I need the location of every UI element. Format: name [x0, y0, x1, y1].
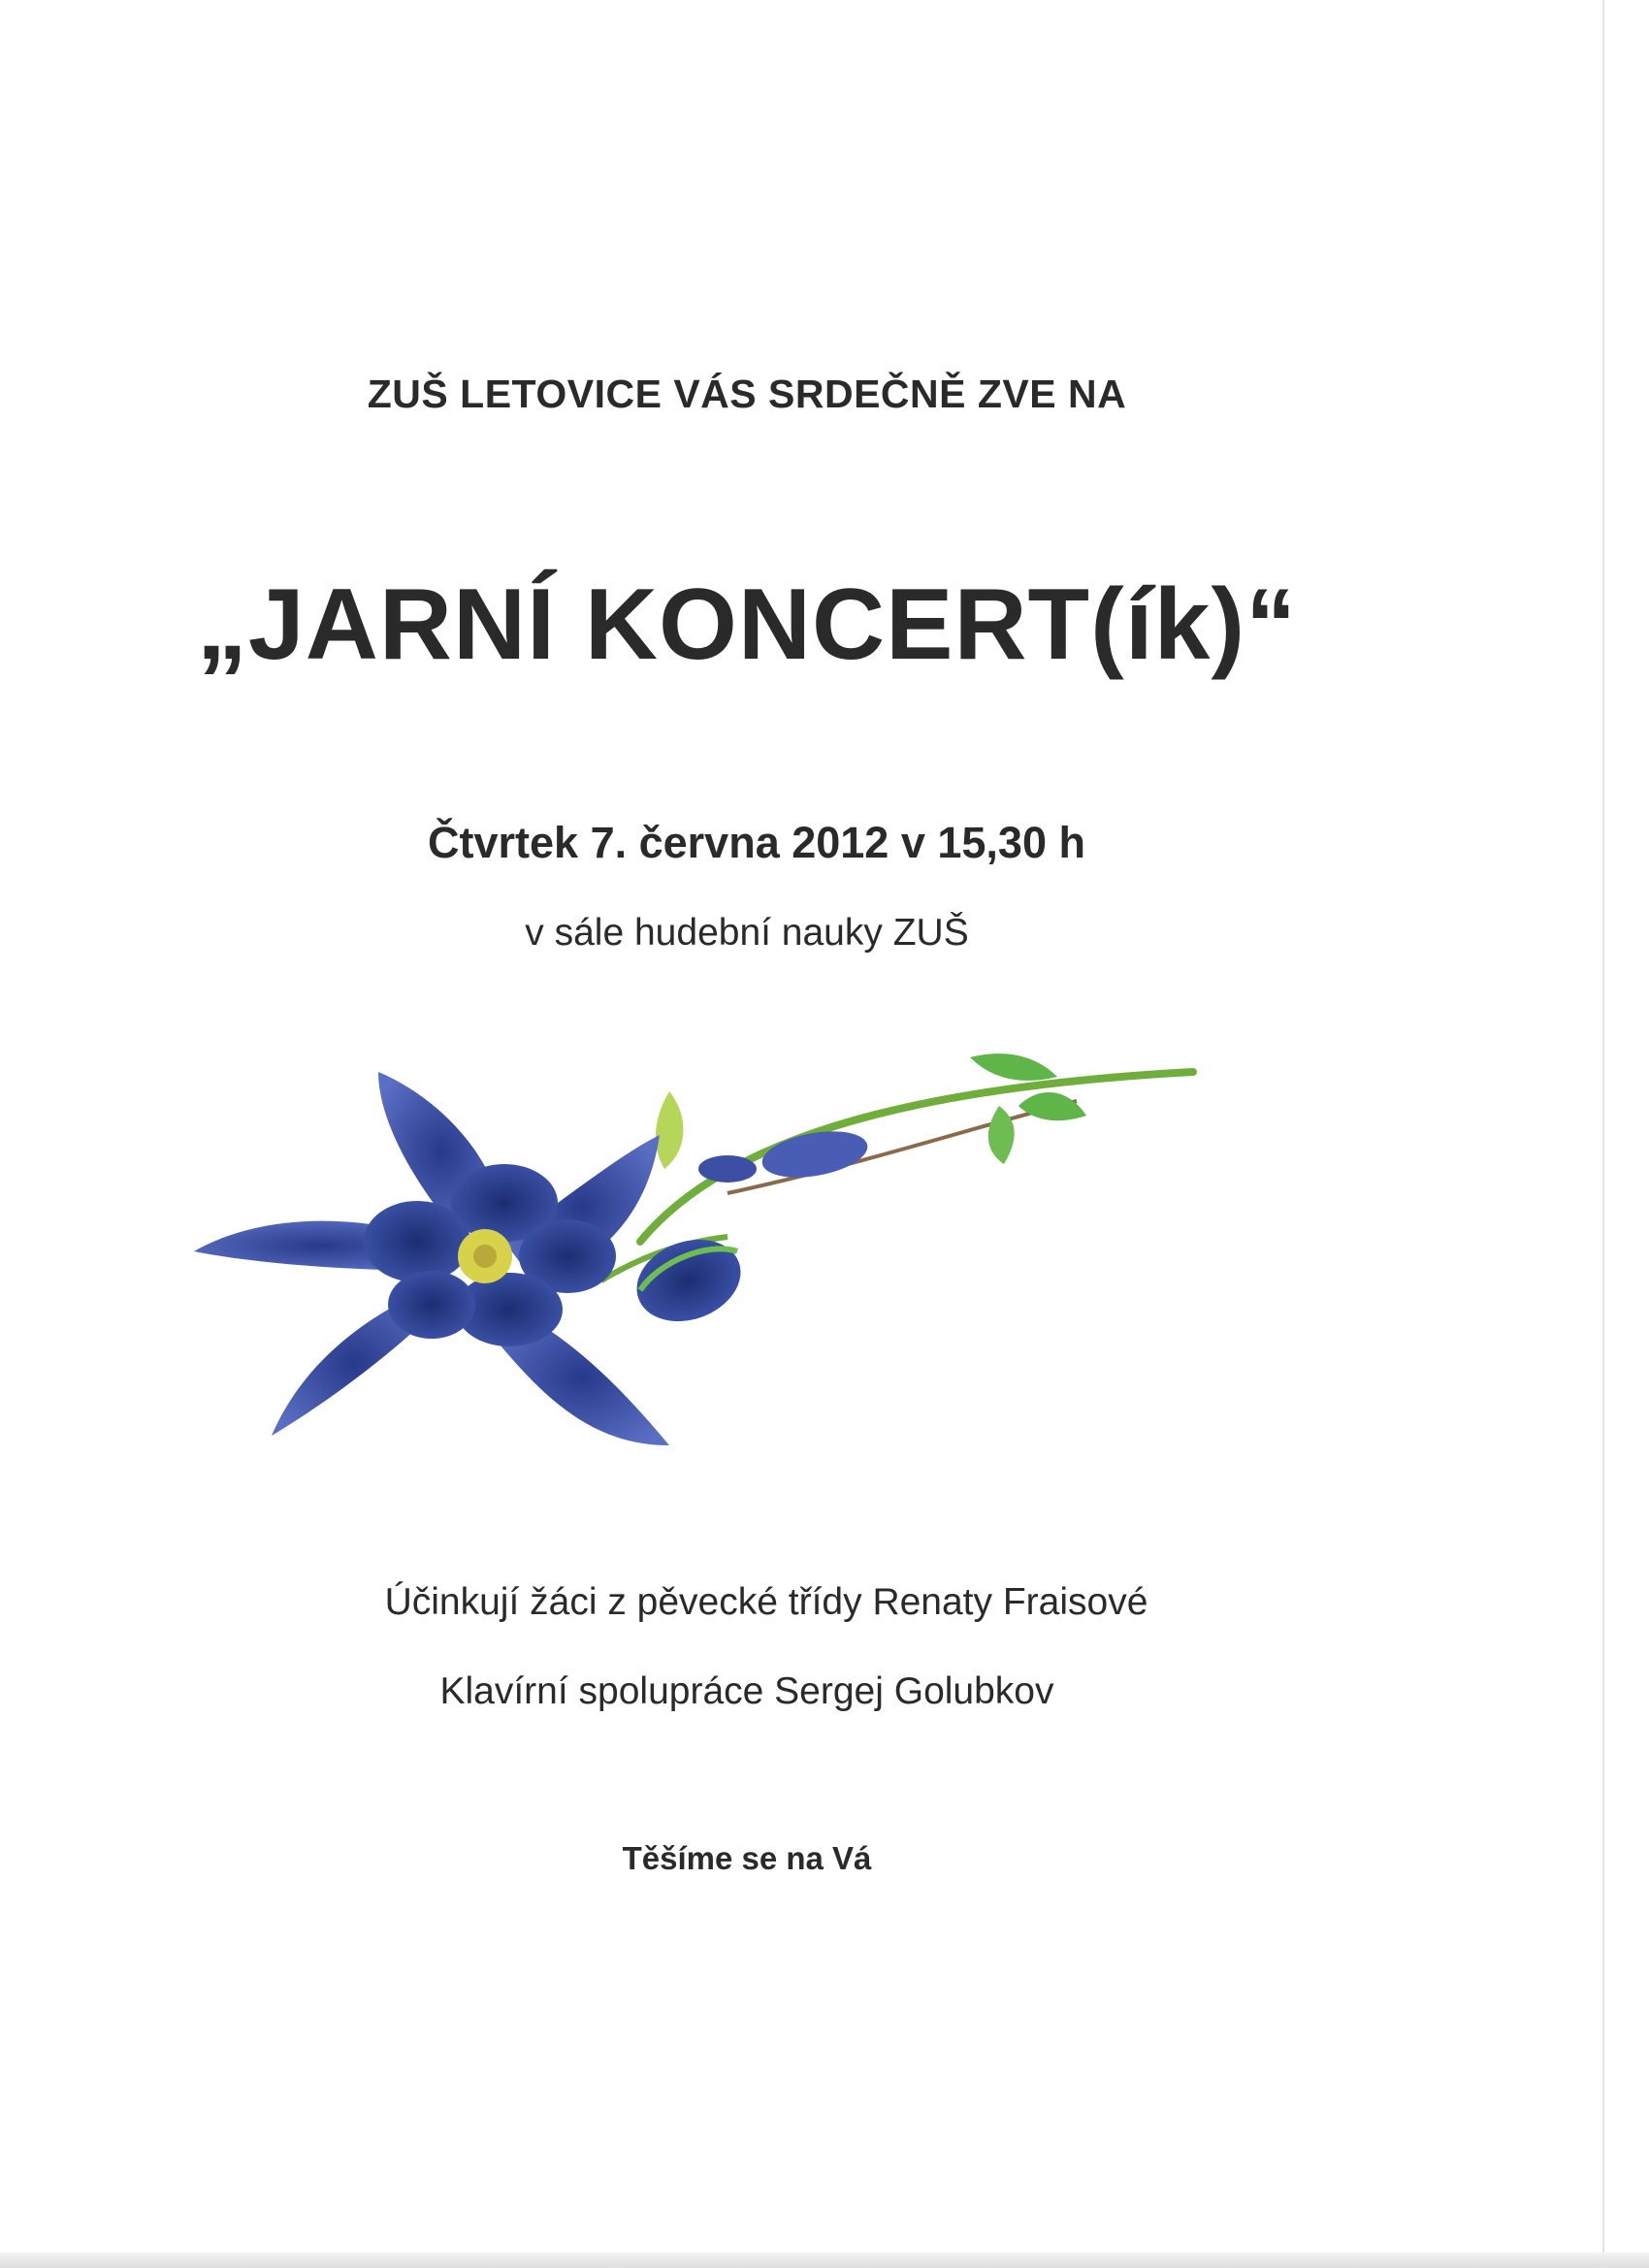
concert-venue: v sále hudební nauky ZUŠ — [525, 912, 969, 954]
invitation-header: ZUŠ LETOVICE VÁS SRDEČNĚ ZVE NA — [367, 372, 1127, 416]
flower-bud-back — [759, 1124, 871, 1184]
leaf-icon — [656, 1091, 683, 1169]
accompaniment-text: Klavírní spolupráce Sergej Golubkov — [439, 1670, 1054, 1712]
scan-edge-bottom — [0, 2252, 1649, 2268]
performers-text: Účinkují žáci z pěvecké třídy Renaty Fraisové — [384, 1581, 1148, 1623]
leaf-icon — [1018, 1092, 1086, 1120]
concert-title: „JARNÍ KONCERT(ík)“ — [196, 568, 1298, 681]
concert-date-time: Čtvrtek 7. června 2012 v 15,30 h — [428, 818, 1085, 867]
leaf-icon — [988, 1106, 1015, 1164]
columbine-flower-icon — [184, 1048, 1212, 1474]
closing-text: Těšíme se na Vá — [622, 1840, 872, 1876]
leaf-icon — [970, 1053, 1057, 1081]
scan-edge-right — [1602, 0, 1604, 2268]
